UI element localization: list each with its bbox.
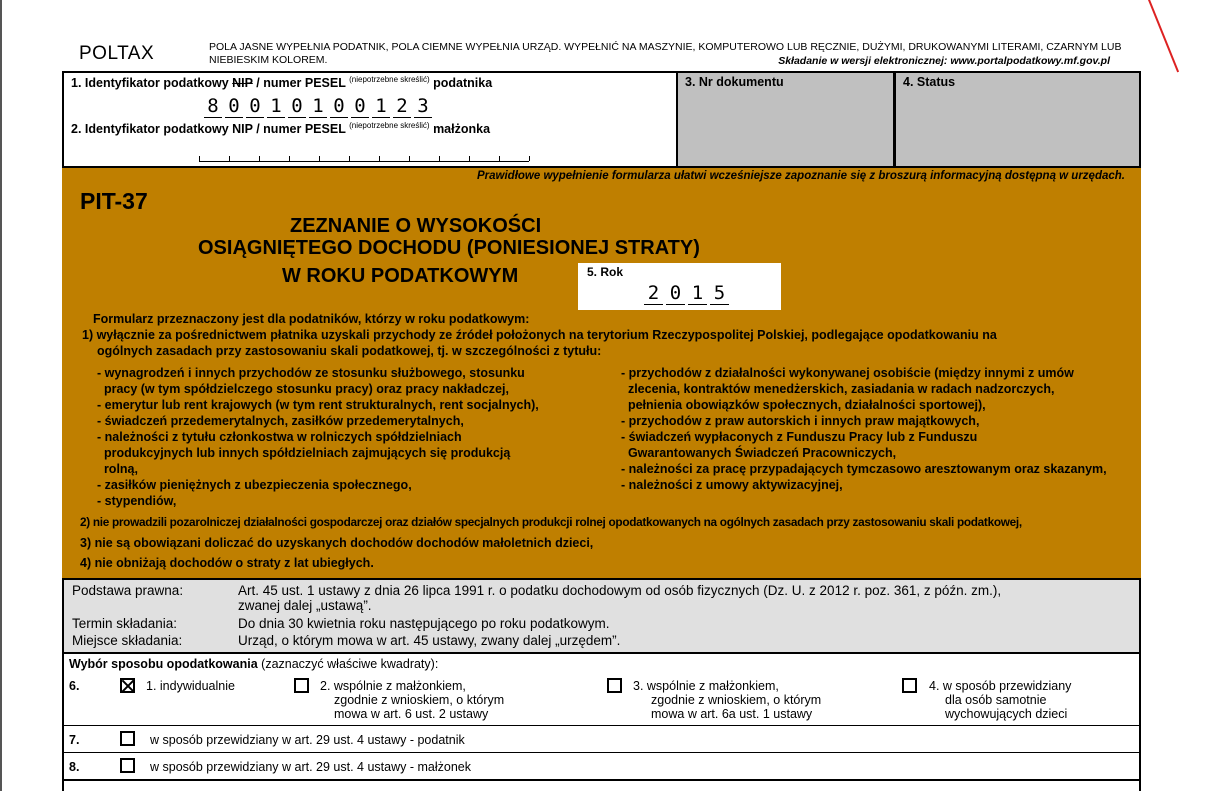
cell-tick — [319, 156, 320, 161]
digit-cell: 8 — [204, 95, 222, 118]
filling-instructions: POLA JASNE WYPEŁNIA PODATNIK, POLA CIEMNE WYPEŁNIA URZĄD. WYPEŁNIĆ NA MASZYNIE, KOMPUTEROWO LUB RĘCZNIE, DUŻYMI, DRUKOWANYMI LITERAMI, CZARNYM LUB NIEBIESKIM KOLOREM. — [209, 41, 1122, 66]
digit-cell: 1 — [372, 95, 390, 118]
cell-tick — [409, 156, 410, 161]
condition-3: 3) nie są obowiązani doliczać do uzyskanych dochodów dochodów małoletnich dzieci, — [80, 536, 594, 550]
option-jointly-art6a-1-label: 3. wspólnie z małżonkiem, zgodnie z wnioskiem, o którym mowa w art. 6a ust. 1 ustawy — [633, 679, 822, 721]
row-8-number: 8. — [69, 760, 80, 774]
checkbox-individual[interactable] — [120, 678, 135, 693]
cell-tick — [469, 156, 470, 161]
field-2-label: 2. Identyfikator podatkowy NIP / numer PESEL $^{(niepotrzebne skreślić)}$ małżonka — [71, 121, 491, 137]
option-art29-taxpayer-label: w sposób przewidziany w art. 29 ust. 4 ustawy - podatnik — [150, 733, 465, 747]
divider — [62, 779, 1141, 781]
digit-cell: 1 — [688, 282, 707, 305]
digit-cell: 5 — [710, 282, 729, 305]
field-4-status — [895, 71, 1141, 168]
divider — [62, 752, 1141, 753]
legal-info-panel — [62, 578, 1141, 654]
page-edge — [0, 0, 2, 791]
digit-cell: 0 — [351, 95, 369, 118]
condition-1a: 1) wyłącznie za pośrednictwem płatnika uzyskali przychody ze źródeł położonych na terytorium Rzeczypospolitej Polskiej, podlegające opodatkowaniu na — [82, 328, 997, 342]
digit-cell: 0 — [666, 282, 685, 305]
digit-cell: 3 — [414, 95, 432, 118]
cell-tick — [259, 156, 260, 161]
row-7-number: 7. — [69, 733, 80, 747]
form-code: PIT-37 — [80, 188, 148, 214]
place-label: Miejsce składania: — [72, 633, 183, 648]
option-jointly-art6-2-label: 2. wspólnie z małżonkiem, zgodnie z wnioskiem, o którym mowa w art. 6 ust. 2 ustawy — [320, 679, 505, 721]
legal-basis-text: Art. 45 ust. 1 ustawy z dnia 26 lipca 1991 r. o podatku dochodowym od osób fizycznych (Dz. U. z 2012 r. poz. 361, z późn. zm.), — [238, 583, 1002, 598]
legal-basis-label: Podstawa prawna: — [72, 583, 184, 598]
digit-cell: 0 — [246, 95, 264, 118]
digit-cell: 1 — [309, 95, 327, 118]
field-5-year[interactable] — [578, 263, 781, 310]
condition-1b: ogólnych zasadach przy zastosowaniu skali podatkowej, tj. w szczególności z tytułu: — [97, 344, 602, 358]
digit-cell: 0 — [288, 95, 306, 118]
brochure-note: Prawidłowe wypełnienie formularza ułatwi wcześniejsze zapoznanie się z broszurą informacyjną dostępną w urzędach. — [476, 170, 1125, 182]
checkbox-jointly-art6-2[interactable] — [294, 678, 309, 693]
deadline-text: Do dnia 30 kwietnia roku następującego po roku podatkowym. — [238, 616, 610, 631]
year-digits — [644, 282, 732, 305]
field-4-label: 4. Status — [903, 75, 956, 89]
title-line-1: ZEZNANIE O WYSOKOŚCI — [290, 215, 542, 237]
condition-4: 4) nie obniżają dochodów o straty z lat ubiegłych. — [80, 556, 374, 570]
option-single-parent-label: 4. w sposób przewidziany dla osób samotnie wychowujących dzieci — [929, 679, 1072, 721]
income-list-left: - wynagrodzeń i innych przychodów ze stosunku służbowego, stosunku pracy (w tym spółdzielczego stosunku pracy) oraz pracy nakładczej, - emerytur lub rent krajowych (w tym rent strukturalnych, rent socjalnych), - świadczeń przedemerytalnych, zasiłków przedemerytalnych, - należności z tytułu członkostwa w rolniczych spółdzielniach produkcyjnych lub innych spółdzielniach zajmujących się produkcją rolną, - zasiłków pieniężnych z ubezpieczenia społecznego, - stypendiów, — [97, 366, 539, 508]
checkbox-art29-taxpayer[interactable] — [120, 731, 135, 746]
form-info-panel — [62, 168, 1141, 578]
annotation-line — [1148, 0, 1179, 72]
cell-tick — [439, 156, 440, 161]
field-1-label: 1. Identyfikator podatkowy NIP / numer PESEL $^{(niepotrzebne skreślić)}$ podatnika — [71, 75, 493, 91]
digit-cell: 2 — [393, 95, 411, 118]
option-individual-label: 1. indywidualnie — [146, 679, 235, 693]
year-label: 5. Rok — [587, 265, 624, 279]
place-text: Urząd, o którym mowa w art. 45 ustawy, zwany dalej „urzędem”. — [238, 633, 621, 648]
spouse-id-cells[interactable] — [199, 155, 529, 162]
digit-cell: 1 — [267, 95, 285, 118]
taxpayer-pesel-digits — [204, 95, 435, 118]
e-filing-note: Składanie w wersji elektronicznej: www.portalpodatkowy.mf.gov.pl — [778, 55, 1110, 67]
digit-cell: 0 — [330, 95, 348, 118]
eligibility-intro: Formularz przeznaczony jest dla podatników, którzy w roku podatkowym: — [93, 312, 530, 326]
title-line-3: W ROKU PODATKOWYM — [282, 265, 519, 287]
digit-cell: 2 — [644, 282, 663, 305]
option-art29-spouse-label: w sposób przewidziany w art. 29 ust. 4 ustawy - małżonek — [150, 760, 471, 774]
checkbox-art29-spouse[interactable] — [120, 758, 135, 773]
field-1-taxpayer-id[interactable] — [62, 71, 678, 119]
cell-tick — [529, 156, 530, 161]
cell-tick — [379, 156, 380, 161]
app-logo: POLTAX — [79, 43, 155, 64]
divider — [62, 725, 1141, 726]
row-6-number: 6. — [69, 679, 80, 693]
checkbox-single-parent[interactable] — [902, 678, 917, 693]
digit-cell: 0 — [225, 95, 243, 118]
legal-basis-text-2: zwanej dalej „ustawą”. — [238, 598, 372, 613]
cell-tick — [499, 156, 500, 161]
cell-tick — [289, 156, 290, 161]
title-line-2: OSIĄGNIĘTEGO DOCHODU (PONIESIONEJ STRATY) — [198, 237, 700, 259]
deadline-label: Termin składania: — [72, 616, 178, 631]
income-list-right: - przychodów z działalności wykonywanej osobiście (między innymi z umów zlecenia, kontraktów menedżerskich, zasiadania w radach nadzorczych, pełnienia obowiązków społecznych, działalności sportowej), - przychodów z praw autorskich i innych praw majątkowych, - świadczeń wypłaconych z Funduszu Pracy lub z Funduszu Gwarantowanych Świadczeń Pracowniczych, - należności za pracę przypadających tymczasowo aresztowanym oraz skazanym, - należności z umowy aktywizacyjnej, — [621, 366, 1107, 492]
field-3-label: 3. Nr dokumentu — [685, 75, 784, 89]
cell-tick — [199, 156, 200, 161]
checkbox-jointly-art6a-1[interactable] — [607, 678, 622, 693]
field-3-document-number — [678, 71, 895, 168]
cell-tick — [229, 156, 230, 161]
taxation-heading: Wybór sposobu opodatkowania (zaznaczyć właściwe kwadraty): — [69, 657, 439, 671]
cell-tick — [349, 156, 350, 161]
condition-2: 2) nie prowadzili pozarolniczej działalności gospodarczej oraz działów specjalnych produkcji rolnej opodatkowanych na ogólnych zasadach przy zastosowaniu skali podatkowej, — [80, 515, 1022, 529]
